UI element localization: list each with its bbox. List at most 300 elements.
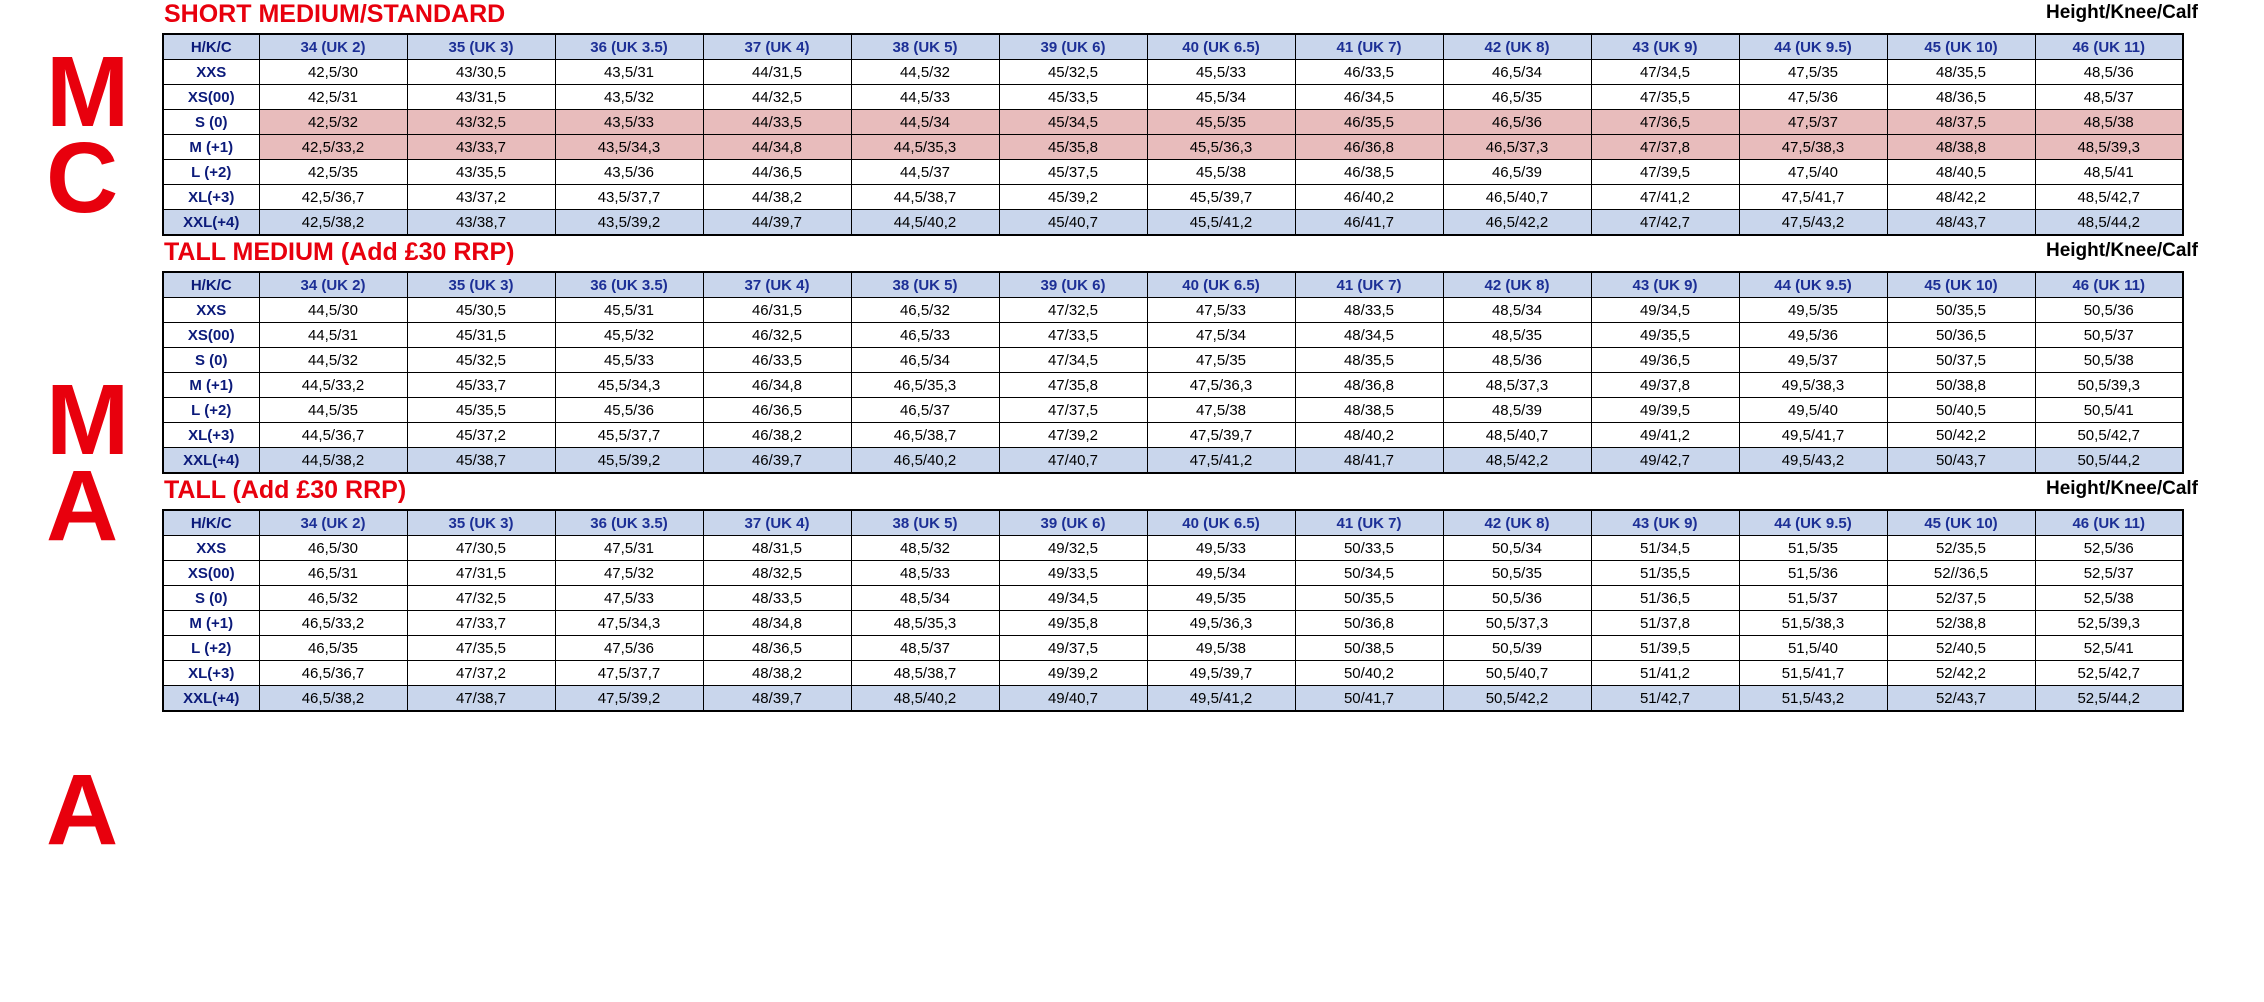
- cell-value: 48/40,2: [1295, 423, 1443, 448]
- cell-value: 51/42,7: [1591, 686, 1739, 712]
- cell-value: 43/35,5: [407, 160, 555, 185]
- cell-value: 48,5/34: [1443, 298, 1591, 323]
- cell-value: 47/33,5: [999, 323, 1147, 348]
- cell-value: 45,5/31: [555, 298, 703, 323]
- cell-value: 44,5/31: [259, 323, 407, 348]
- header-size-6: 40 (UK 6.5): [1147, 34, 1295, 60]
- height-knee-calf-note: Height/Knee/Calf: [2045, 2, 2198, 23]
- cell-value: 48,5/39: [1443, 398, 1591, 423]
- cell-value: 48,5/37: [851, 636, 999, 661]
- cell-value: 52,5/41: [2035, 636, 2183, 661]
- cell-value: 44,5/34: [851, 110, 999, 135]
- header-hkc: H/K/C: [163, 510, 259, 536]
- cell-value: 42,5/31: [259, 85, 407, 110]
- cell-value: 46,5/38,7: [851, 423, 999, 448]
- block-title: SHORT MEDIUM/STANDARD: [164, 0, 506, 28]
- cell-value: 46/38,5: [1295, 160, 1443, 185]
- cell-value: 48,5/44,2: [2035, 210, 2183, 236]
- cell-value: 44/32,5: [703, 85, 851, 110]
- size-block: [160, 476, 2264, 712]
- cell-value: 46/36,8: [1295, 135, 1443, 160]
- cell-value: 43,5/31: [555, 60, 703, 85]
- cell-value: 52,5/38: [2035, 586, 2183, 611]
- header-size-12: 46 (UK 11): [2035, 272, 2183, 298]
- cell-value: 48/41,7: [1295, 448, 1443, 474]
- cell-value: 48,5/36: [2035, 60, 2183, 85]
- table-header-row: [163, 272, 2183, 298]
- cell-value: 45,5/38: [1147, 160, 1295, 185]
- cell-value: 48/40,5: [1887, 160, 2035, 185]
- cell-value: 49/42,7: [1591, 448, 1739, 474]
- cell-value: 47,5/31: [555, 536, 703, 561]
- cell-value: 51/39,5: [1591, 636, 1739, 661]
- left-letter-5: A: [46, 754, 117, 866]
- cell-value: 46/38,2: [703, 423, 851, 448]
- header-size-1: 35 (UK 3): [407, 34, 555, 60]
- cell-value: 52,5/39,3: [2035, 611, 2183, 636]
- cell-value: 43/38,7: [407, 210, 555, 236]
- cell-value: 47,5/38,3: [1739, 135, 1887, 160]
- cell-value: 52,5/37: [2035, 561, 2183, 586]
- cell-value: 47/40,7: [999, 448, 1147, 474]
- cell-value: 47/35,8: [999, 373, 1147, 398]
- cell-value: 49/34,5: [1591, 298, 1739, 323]
- cell-value: 48/42,2: [1887, 185, 2035, 210]
- row-label: XXL(+4): [163, 448, 259, 474]
- row-label: XXL(+4): [163, 686, 259, 712]
- cell-value: 51,5/43,2: [1739, 686, 1887, 712]
- cell-value: 47,5/39,2: [555, 686, 703, 712]
- cell-value: 51,5/36: [1739, 561, 1887, 586]
- cell-value: 50/41,7: [1295, 686, 1443, 712]
- row-label: XL(+3): [163, 423, 259, 448]
- cell-value: 43,5/34,3: [555, 135, 703, 160]
- cell-value: 48,5/38: [2035, 110, 2183, 135]
- cell-value: 45,5/39,2: [555, 448, 703, 474]
- cell-value: 45/32,5: [999, 60, 1147, 85]
- cell-value: 47,5/33: [1147, 298, 1295, 323]
- cell-value: 52//36,5: [1887, 561, 2035, 586]
- cell-value: 44,5/32: [259, 348, 407, 373]
- cell-value: 44,5/38,2: [259, 448, 407, 474]
- cell-value: 47/33,7: [407, 611, 555, 636]
- cell-value: 46,5/36: [1443, 110, 1591, 135]
- cell-value: 46/32,5: [703, 323, 851, 348]
- cell-value: 47/37,5: [999, 398, 1147, 423]
- row-label: XS(00): [163, 561, 259, 586]
- table-row: [163, 298, 2183, 323]
- cell-value: 48,5/42,2: [1443, 448, 1591, 474]
- header-size-9: 43 (UK 9): [1591, 34, 1739, 60]
- header-size-6: 40 (UK 6.5): [1147, 510, 1295, 536]
- header-size-9: 43 (UK 9): [1591, 272, 1739, 298]
- cell-value: 47/39,5: [1591, 160, 1739, 185]
- cell-value: 48,5/35: [1443, 323, 1591, 348]
- table-row: [163, 611, 2183, 636]
- row-label: XL(+3): [163, 185, 259, 210]
- cell-value: 45,5/39,7: [1147, 185, 1295, 210]
- cell-value: 48/33,5: [703, 586, 851, 611]
- cell-value: 51,5/37: [1739, 586, 1887, 611]
- cell-value: 45/30,5: [407, 298, 555, 323]
- cell-value: 49,5/36,3: [1147, 611, 1295, 636]
- table-row: [163, 686, 2183, 712]
- cell-value: 45/35,8: [999, 135, 1147, 160]
- cell-value: 51/34,5: [1591, 536, 1739, 561]
- table-row: [163, 85, 2183, 110]
- cell-value: 43,5/36: [555, 160, 703, 185]
- cell-value: 49,5/40: [1739, 398, 1887, 423]
- cell-value: 52,5/42,7: [2035, 661, 2183, 686]
- cell-value: 42,5/35: [259, 160, 407, 185]
- cell-value: 47,5/35: [1739, 60, 1887, 85]
- row-label: L (+2): [163, 398, 259, 423]
- table-row: [163, 561, 2183, 586]
- cell-value: 52,5/44,2: [2035, 686, 2183, 712]
- cell-value: 48/37,5: [1887, 110, 2035, 135]
- cell-value: 49/39,2: [999, 661, 1147, 686]
- cell-value: 48,5/32: [851, 536, 999, 561]
- header-size-10: 44 (UK 9.5): [1739, 272, 1887, 298]
- left-letter-column: [0, 0, 160, 1002]
- table-row: [163, 135, 2183, 160]
- header-size-9: 43 (UK 9): [1591, 510, 1739, 536]
- table-row: [163, 60, 2183, 85]
- row-label: XXS: [163, 298, 259, 323]
- cell-value: 50,5/38: [2035, 348, 2183, 373]
- cell-value: 49/32,5: [999, 536, 1147, 561]
- cell-value: 47,5/43,2: [1739, 210, 1887, 236]
- cell-value: 44/31,5: [703, 60, 851, 85]
- header-size-5: 39 (UK 6): [999, 272, 1147, 298]
- cell-value: 45/33,7: [407, 373, 555, 398]
- cell-value: 50/42,2: [1887, 423, 2035, 448]
- cell-value: 49,5/33: [1147, 536, 1295, 561]
- header-size-11: 45 (UK 10): [1887, 34, 2035, 60]
- size-block: [160, 0, 2264, 236]
- cell-value: 47,5/32: [555, 561, 703, 586]
- cell-value: 48,5/40,2: [851, 686, 999, 712]
- cell-value: 52,5/36: [2035, 536, 2183, 561]
- cell-value: 50/38,8: [1887, 373, 2035, 398]
- size-table: [162, 271, 2184, 474]
- table-row: [163, 448, 2183, 474]
- header-size-6: 40 (UK 6.5): [1147, 272, 1295, 298]
- cell-value: 47/32,5: [407, 586, 555, 611]
- table-row: [163, 373, 2183, 398]
- row-label: M (+1): [163, 373, 259, 398]
- cell-value: 47,5/34,3: [555, 611, 703, 636]
- cell-value: 49,5/41,2: [1147, 686, 1295, 712]
- cell-value: 47,5/41,2: [1147, 448, 1295, 474]
- table-row: [163, 586, 2183, 611]
- cell-value: 51,5/40: [1739, 636, 1887, 661]
- header-size-3: 37 (UK 4): [703, 34, 851, 60]
- cell-value: 48,5/36: [1443, 348, 1591, 373]
- cell-value: 47/34,5: [999, 348, 1147, 373]
- cell-value: 47/37,8: [1591, 135, 1739, 160]
- cell-value: 46,5/36,7: [259, 661, 407, 686]
- cell-value: 48/33,5: [1295, 298, 1443, 323]
- cell-value: 47/34,5: [1591, 60, 1739, 85]
- cell-value: 44,5/30: [259, 298, 407, 323]
- cell-value: 46,5/31: [259, 561, 407, 586]
- cell-value: 49,5/43,2: [1739, 448, 1887, 474]
- cell-value: 45/40,7: [999, 210, 1147, 236]
- cell-value: 47,5/41,7: [1739, 185, 1887, 210]
- height-knee-calf-note: Height/Knee/Calf: [2045, 478, 2198, 499]
- cell-value: 46,5/33,2: [259, 611, 407, 636]
- cell-value: 46/33,5: [703, 348, 851, 373]
- cell-value: 48,5/42,7: [2035, 185, 2183, 210]
- table-row: [163, 661, 2183, 686]
- cell-value: 47/37,2: [407, 661, 555, 686]
- header-size-2: 36 (UK 3.5): [555, 510, 703, 536]
- cell-value: 46/33,5: [1295, 60, 1443, 85]
- table-row: [163, 398, 2183, 423]
- header-size-0: 34 (UK 2): [259, 272, 407, 298]
- cell-value: 50,5/41: [2035, 398, 2183, 423]
- cell-value: 47/35,5: [407, 636, 555, 661]
- cell-value: 42,5/33,2: [259, 135, 407, 160]
- table-header-row: [163, 510, 2183, 536]
- header-size-3: 37 (UK 4): [703, 272, 851, 298]
- table-row: [163, 636, 2183, 661]
- table-row: [163, 185, 2183, 210]
- cell-value: 45,5/41,2: [1147, 210, 1295, 236]
- cell-value: 49,5/37: [1739, 348, 1887, 373]
- cell-value: 48/35,5: [1887, 60, 2035, 85]
- cell-value: 45/33,5: [999, 85, 1147, 110]
- cell-value: 50/37,5: [1887, 348, 2035, 373]
- cell-value: 43/30,5: [407, 60, 555, 85]
- cell-value: 46,5/37: [851, 398, 999, 423]
- cell-value: 52/38,8: [1887, 611, 2035, 636]
- cell-value: 50,5/37: [2035, 323, 2183, 348]
- cell-value: 47/35,5: [1591, 85, 1739, 110]
- cell-value: 51,5/41,7: [1739, 661, 1887, 686]
- cell-value: 50,5/36: [1443, 586, 1591, 611]
- cell-value: 42,5/38,2: [259, 210, 407, 236]
- cell-value: 45/37,2: [407, 423, 555, 448]
- cell-value: 49,5/41,7: [1739, 423, 1887, 448]
- row-label: XS(00): [163, 85, 259, 110]
- row-label: L (+2): [163, 160, 259, 185]
- cell-value: 44,5/36,7: [259, 423, 407, 448]
- cell-value: 45,5/33: [1147, 60, 1295, 85]
- height-knee-calf-note: Height/Knee/Calf: [2045, 240, 2198, 261]
- cell-value: 46,5/39: [1443, 160, 1591, 185]
- cell-value: 42,5/36,7: [259, 185, 407, 210]
- header-size-2: 36 (UK 3.5): [555, 272, 703, 298]
- cell-value: 44,5/32: [851, 60, 999, 85]
- header-size-4: 38 (UK 5): [851, 34, 999, 60]
- cell-value: 46,5/37,3: [1443, 135, 1591, 160]
- header-size-5: 39 (UK 6): [999, 34, 1147, 60]
- cell-value: 48,5/35,3: [851, 611, 999, 636]
- cell-value: 48,5/40,7: [1443, 423, 1591, 448]
- cell-value: 48,5/34: [851, 586, 999, 611]
- cell-value: 42,5/30: [259, 60, 407, 85]
- table-row: [163, 536, 2183, 561]
- cell-value: 43/31,5: [407, 85, 555, 110]
- cell-value: 49/34,5: [999, 586, 1147, 611]
- cell-value: 45/31,5: [407, 323, 555, 348]
- left-letter-1: M: [46, 36, 128, 148]
- cell-value: 47/38,7: [407, 686, 555, 712]
- header-size-10: 44 (UK 9.5): [1739, 510, 1887, 536]
- cell-value: 48/36,5: [703, 636, 851, 661]
- header-size-8: 42 (UK 8): [1443, 510, 1591, 536]
- header-size-8: 42 (UK 8): [1443, 34, 1591, 60]
- cell-value: 49,5/34: [1147, 561, 1295, 586]
- cell-value: 45/37,5: [999, 160, 1147, 185]
- cell-value: 43/33,7: [407, 135, 555, 160]
- row-label: XXS: [163, 60, 259, 85]
- cell-value: 50,5/34: [1443, 536, 1591, 561]
- row-label: XS(00): [163, 323, 259, 348]
- cell-value: 44,5/40,2: [851, 210, 999, 236]
- cell-value: 45/34,5: [999, 110, 1147, 135]
- cell-value: 46,5/40,2: [851, 448, 999, 474]
- cell-value: 52/43,7: [1887, 686, 2035, 712]
- table-row: [163, 323, 2183, 348]
- cell-value: 43,5/39,2: [555, 210, 703, 236]
- cell-value: 42,5/32: [259, 110, 407, 135]
- cell-value: 43/32,5: [407, 110, 555, 135]
- header-hkc: H/K/C: [163, 34, 259, 60]
- cell-value: 46,5/35,3: [851, 373, 999, 398]
- header-size-11: 45 (UK 10): [1887, 510, 2035, 536]
- cell-value: 49,5/38: [1147, 636, 1295, 661]
- cell-value: 50/33,5: [1295, 536, 1443, 561]
- cell-value: 47/31,5: [407, 561, 555, 586]
- cell-value: 48/39,7: [703, 686, 851, 712]
- cell-value: 47,5/38: [1147, 398, 1295, 423]
- cell-value: 48/32,5: [703, 561, 851, 586]
- header-size-5: 39 (UK 6): [999, 510, 1147, 536]
- cell-value: 46,5/42,2: [1443, 210, 1591, 236]
- cell-value: 46/31,5: [703, 298, 851, 323]
- cell-value: 45,5/36,3: [1147, 135, 1295, 160]
- cell-value: 44/34,8: [703, 135, 851, 160]
- cell-value: 52/42,2: [1887, 661, 2035, 686]
- header-size-3: 37 (UK 4): [703, 510, 851, 536]
- cell-value: 47/42,7: [1591, 210, 1739, 236]
- block-title: TALL (Add £30 RRP): [164, 476, 407, 504]
- cell-value: 45,5/33: [555, 348, 703, 373]
- cell-value: 44,5/37: [851, 160, 999, 185]
- cell-value: 46/34,5: [1295, 85, 1443, 110]
- cell-value: 47,5/37,7: [555, 661, 703, 686]
- row-label: S (0): [163, 348, 259, 373]
- cell-value: 51/35,5: [1591, 561, 1739, 586]
- cell-value: 46,5/34: [851, 348, 999, 373]
- cell-value: 46,5/33: [851, 323, 999, 348]
- cell-value: 52/40,5: [1887, 636, 2035, 661]
- cell-value: 50/34,5: [1295, 561, 1443, 586]
- cell-value: 50/43,7: [1887, 448, 2035, 474]
- header-size-10: 44 (UK 9.5): [1739, 34, 1887, 60]
- cell-value: 49,5/39,7: [1147, 661, 1295, 686]
- cell-value: 43,5/37,7: [555, 185, 703, 210]
- header-size-7: 41 (UK 7): [1295, 272, 1443, 298]
- cell-value: 50,5/37,3: [1443, 611, 1591, 636]
- header-size-0: 34 (UK 2): [259, 510, 407, 536]
- left-letter-2: C: [46, 122, 117, 234]
- cell-value: 49/40,7: [999, 686, 1147, 712]
- block-title: TALL MEDIUM (Add £30 RRP): [164, 238, 515, 266]
- cell-value: 47,5/35: [1147, 348, 1295, 373]
- cell-value: 46/39,7: [703, 448, 851, 474]
- cell-value: 49/35,5: [1591, 323, 1739, 348]
- cell-value: 50,5/39,3: [2035, 373, 2183, 398]
- row-label: XL(+3): [163, 661, 259, 686]
- size-table: [162, 509, 2184, 712]
- cell-value: 47,5/36: [555, 636, 703, 661]
- cell-value: 47/36,5: [1591, 110, 1739, 135]
- size-block: [160, 238, 2264, 474]
- cell-value: 50,5/44,2: [2035, 448, 2183, 474]
- cell-value: 49/37,5: [999, 636, 1147, 661]
- cell-value: 43/37,2: [407, 185, 555, 210]
- cell-value: 48,5/37: [2035, 85, 2183, 110]
- cell-value: 47/30,5: [407, 536, 555, 561]
- cell-value: 47,5/33: [555, 586, 703, 611]
- cell-value: 48,5/38,7: [851, 661, 999, 686]
- cell-value: 47/39,2: [999, 423, 1147, 448]
- header-size-1: 35 (UK 3): [407, 272, 555, 298]
- cell-value: 51/36,5: [1591, 586, 1739, 611]
- cell-value: 47/41,2: [1591, 185, 1739, 210]
- row-label: S (0): [163, 110, 259, 135]
- cell-value: 48/38,5: [1295, 398, 1443, 423]
- table-header-row: [163, 34, 2183, 60]
- cell-value: 51,5/35: [1739, 536, 1887, 561]
- cell-value: 46,5/30: [259, 536, 407, 561]
- header-size-4: 38 (UK 5): [851, 510, 999, 536]
- cell-value: 44,5/33,2: [259, 373, 407, 398]
- row-label: XXL(+4): [163, 210, 259, 236]
- header-size-12: 46 (UK 11): [2035, 510, 2183, 536]
- cell-value: 49/36,5: [1591, 348, 1739, 373]
- cell-value: 44,5/33: [851, 85, 999, 110]
- cell-value: 50/36,5: [1887, 323, 2035, 348]
- header-size-1: 35 (UK 3): [407, 510, 555, 536]
- cell-value: 51/37,8: [1591, 611, 1739, 636]
- header-size-2: 36 (UK 3.5): [555, 34, 703, 60]
- size-table: [162, 33, 2184, 236]
- cell-value: 45,5/34,3: [555, 373, 703, 398]
- block-header: [160, 238, 2264, 271]
- header-size-7: 41 (UK 7): [1295, 34, 1443, 60]
- cell-value: 50,5/42,2: [1443, 686, 1591, 712]
- cell-value: 47,5/39,7: [1147, 423, 1295, 448]
- cell-value: 48/34,5: [1295, 323, 1443, 348]
- header-size-11: 45 (UK 10): [1887, 272, 2035, 298]
- cell-value: 50,5/35: [1443, 561, 1591, 586]
- cell-value: 51,5/38,3: [1739, 611, 1887, 636]
- block-header: [160, 0, 2264, 33]
- cell-value: 46,5/35: [259, 636, 407, 661]
- cell-value: 49,5/35: [1147, 586, 1295, 611]
- cell-value: 45,5/32: [555, 323, 703, 348]
- cell-value: 44/39,7: [703, 210, 851, 236]
- cell-value: 48,5/33: [851, 561, 999, 586]
- cell-value: 45,5/36: [555, 398, 703, 423]
- block-header: [160, 476, 2264, 509]
- row-label: L (+2): [163, 636, 259, 661]
